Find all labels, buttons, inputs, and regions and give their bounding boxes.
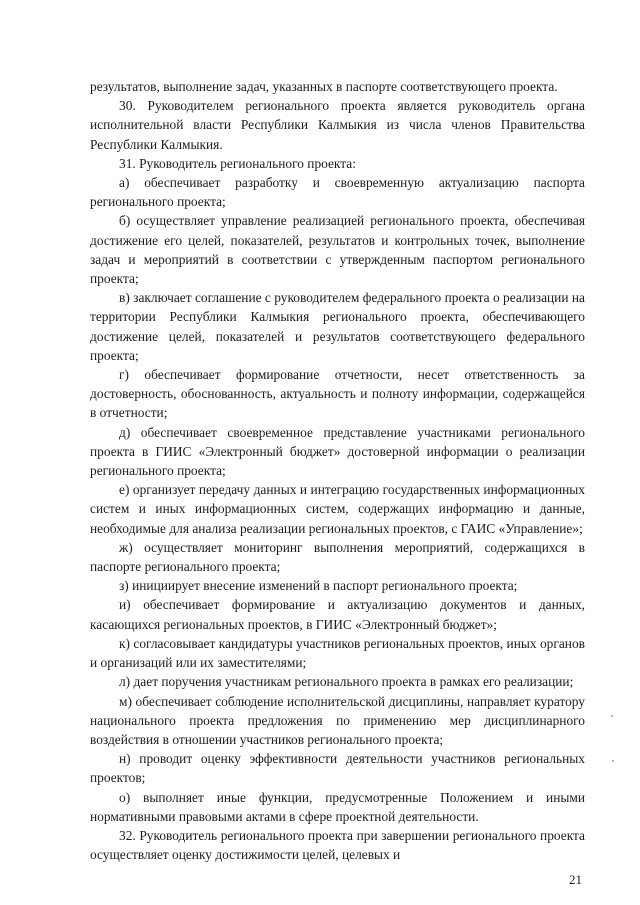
subitem-o: о) выполняет иные функции, предусмотренные Положением и иными нормативными правовыми актами в сфере проектной деятельности.: [90, 789, 585, 824]
subitem-i: и) обеспечивает формирование и актуализацию документов и данных, касающихся региональных проектов, в ГИИС «Электронный бюджет»;: [90, 597, 585, 632]
subitem-zh: ж) осуществляет мониторинг выполнения мероприятий, содержащихся в паспорте регионального проекта;: [90, 539, 585, 575]
scan-speck: [612, 760, 614, 762]
scan-speck: [611, 715, 613, 717]
subitem-l: л) дает поручения участникам регионального проекта в рамках его реализации;: [119, 674, 574, 690]
subitem-n: н) проводит оценку эффективности деятельности участников региональных проектов;: [90, 751, 585, 786]
subitem-a: а) обеспечивает разработку и своевременную актуализацию паспорта регионального проекта;: [90, 175, 585, 210]
subitem-e: е) организует передачу данных и интеграцию государственных информационных систем и иных информационных систем, содержащих информацию и данные, необходимые для анализа реализации региональных проектов, с ГАИС «Управление»;: [90, 482, 585, 536]
paragraph-item-32: 32. Руководитель регионального проекта при завершении регионального проекта осуществляет оценку достижимости целей, целевых и: [90, 827, 585, 863]
subitem-v: в) заключает соглашение с руководителем федерального проекта о реализации на территории Республики Калмыкия регионального проекта, обеспечивающего достижение целей, показателей и результатов соответствующего федерального проекта;: [90, 290, 585, 363]
subitem-g: г) обеспечивает формирование отчетности, несет ответственность за достоверность, обоснованность, актуальность и полноту информации, содержащейся в отчетности;: [90, 367, 585, 421]
subitem-d: д) обеспечивает своевременное представление участниками регионального проекта в ГИИС «Электронный бюджет» достоверной информации о реализации регионального проекта;: [90, 424, 585, 479]
document-body: [90, 77, 585, 864]
paragraph-continuation: результатов, выполнение задач, указанных в паспорте соответствующего проекта.: [90, 79, 558, 94]
subitem-k: к) согласовывает кандидатуры участников региональных проектов, иных органов и организаций или их заместителями;: [90, 635, 585, 671]
paragraph-item-30: 30. Руководителем регионального проекта является руководитель органа исполнительной власти Республики Калмыкия из числа членов Правительства Республики Калмыкия.: [90, 98, 585, 152]
page-number: 21: [569, 872, 582, 887]
subitem-b: б) осуществляет управление реализацией регионального проекта, обеспечивая достижение его целей, показателей, результатов и контрольных точек, выполнение задач и мероприятий в соответствии с утвержденным паспортом регионального проекта;: [90, 213, 585, 287]
subitem-z: з) инициирует внесение изменений в паспорт регионального проекта;: [119, 578, 518, 594]
paragraph-item-31: 31. Руководитель регионального проекта:: [119, 155, 356, 171]
subitem-m: м) обеспечивает соблюдение исполнительской дисциплины, направляет куратору национального проекта предложения по применению мер дисциплинарного воздействия в отношении участников регионального проекта;: [90, 693, 585, 747]
